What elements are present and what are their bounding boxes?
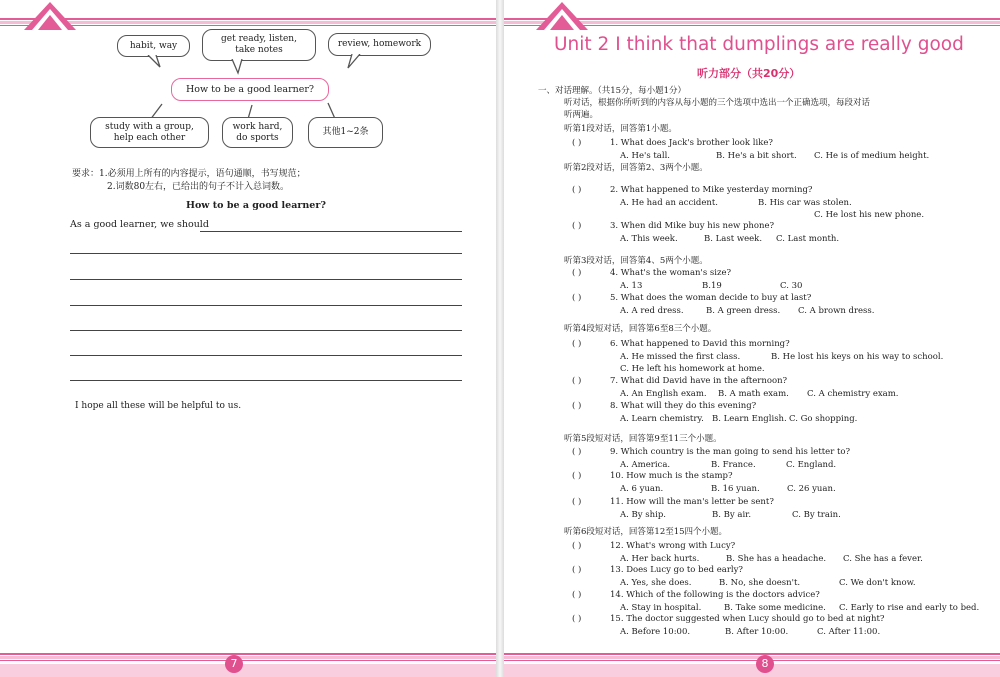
- section-header: 一、对话理解。（共15分，每小题1分）: [538, 86, 686, 96]
- essay-opening-sentence: As a good learner, we should: [70, 219, 209, 230]
- unit-title: Unit 2 I think that dumplings are really good: [554, 34, 964, 55]
- page-number: 8: [756, 655, 774, 673]
- question-text: 5. What does the woman decide to buy at last?: [610, 293, 812, 303]
- group-header: 听第2段对话，回答第2、3两个小题。: [564, 163, 708, 173]
- bubble-review: [328, 33, 431, 56]
- question-text: 10. How much is the stamp?: [610, 471, 733, 481]
- writing-line[interactable]: [70, 279, 462, 280]
- footer-stripes: [504, 651, 1000, 663]
- option-a[interactable]: A. He had an accident.: [620, 198, 718, 208]
- answer-blank[interactable]: ( ): [572, 614, 582, 624]
- option-a[interactable]: A. 6 yuan.: [620, 484, 664, 494]
- question-text: 7. What did David have in the afternoon?: [610, 376, 788, 386]
- question-text: 1. What does Jack's brother look like?: [610, 138, 773, 148]
- option-b[interactable]: B. Take some medicine.: [724, 603, 826, 613]
- option-a[interactable]: A. He's tall.: [620, 151, 671, 161]
- group-header: 听第1段对话，回答第1小题。: [564, 124, 677, 134]
- option-c[interactable]: C. He left his homework at home.: [620, 364, 765, 374]
- answer-blank[interactable]: ( ): [572, 293, 582, 303]
- bubble-habit-way: [117, 35, 190, 57]
- group-header: 听第6段短对话，回答第12至15四个小题。: [564, 527, 728, 537]
- writing-line[interactable]: [70, 355, 462, 356]
- answer-blank[interactable]: ( ): [572, 339, 582, 349]
- question-text: 14. Which of the following is the doctors advice?: [610, 590, 820, 600]
- center-topic-text: How to be a good learner?: [186, 84, 314, 95]
- option-b[interactable]: B. No, she doesn't.: [719, 578, 801, 588]
- option-b[interactable]: B. By air.: [712, 510, 752, 520]
- left-page: [0, 0, 496, 677]
- option-a[interactable]: A. Before 10:00.: [620, 627, 691, 637]
- option-c[interactable]: C. She has a fever.: [843, 554, 923, 564]
- writing-line[interactable]: [70, 253, 462, 254]
- requirement-line-1: 要求：1.必须用上所有的内容提示，语句通顺，书写规范；: [72, 169, 306, 179]
- bubble-work-hard: [222, 117, 293, 148]
- bubble-text: take notes: [235, 45, 283, 55]
- option-a[interactable]: A. A red dress.: [620, 306, 684, 316]
- option-a[interactable]: A. This week.: [620, 234, 678, 244]
- question-text: 11. How will the man's letter be sent?: [610, 497, 774, 507]
- option-a[interactable]: A. America.: [620, 460, 671, 470]
- footer-band: [504, 664, 1000, 677]
- option-c[interactable]: C. A chemistry exam.: [807, 389, 899, 399]
- book-gutter: [496, 0, 504, 677]
- right-page: [504, 0, 1000, 677]
- option-c[interactable]: C. Go shopping.: [789, 414, 858, 424]
- header-triangle-ornament: [22, 0, 78, 30]
- group-header: 听第5段短对话，回答第9至11三个小题。: [564, 434, 722, 444]
- bubble-text: help each other: [113, 132, 186, 143]
- option-b[interactable]: B. Learn English.: [712, 414, 787, 424]
- writing-line[interactable]: [70, 330, 462, 331]
- question-text: 9. Which country is the man going to send his letter to?: [610, 447, 851, 457]
- bubble-tail: [230, 59, 246, 75]
- question-text: 15. The doctor suggested when Lucy should go to bed at night?: [610, 614, 885, 624]
- option-a[interactable]: A. Stay in hospital.: [620, 603, 702, 613]
- group-header: 听第3段对话，回答第4、5两个小题。: [564, 256, 708, 266]
- writing-line[interactable]: [70, 380, 462, 381]
- option-a[interactable]: A. Her back hurts.: [620, 554, 700, 564]
- bubble-text: do sports: [236, 132, 279, 143]
- option-b[interactable]: B. His car was stolen.: [758, 198, 852, 208]
- option-c[interactable]: C. He lost his new phone.: [814, 210, 925, 220]
- writing-line[interactable]: [200, 231, 462, 232]
- option-c[interactable]: C. We don't know.: [839, 578, 916, 588]
- instruction-line-2: 听两遍。: [564, 110, 599, 120]
- question-text: 12. What's wrong with Lucy?: [610, 541, 736, 551]
- bubble-text: 其他1~2条: [322, 127, 369, 137]
- requirement-line-2: 2.词数80左右，已给出的句子不计入总词数。: [107, 182, 290, 192]
- bubble-other: [308, 117, 383, 148]
- option-c[interactable]: C. A brown dress.: [798, 306, 875, 316]
- option-b[interactable]: B. 16 yuan.: [711, 484, 760, 494]
- option-b[interactable]: B. A math exam.: [718, 389, 789, 399]
- option-c[interactable]: C. 26 yuan.: [787, 484, 836, 494]
- option-b[interactable]: B. Last week.: [704, 234, 763, 244]
- option-a[interactable]: A. 13: [620, 281, 643, 291]
- bubble-tail: [146, 55, 164, 69]
- essay-closing-sentence: I hope all these will be helpful to us.: [75, 401, 242, 411]
- answer-blank[interactable]: ( ): [572, 565, 582, 575]
- header-triangle-ornament: [534, 0, 590, 30]
- bubble-tail: [346, 54, 364, 70]
- answer-blank[interactable]: ( ): [572, 185, 582, 195]
- option-c[interactable]: C. England.: [786, 460, 837, 470]
- option-c[interactable]: C. Early to rise and early to bed.: [839, 603, 980, 613]
- bubble-text: habit, way: [129, 40, 178, 51]
- answer-blank[interactable]: ( ): [572, 221, 582, 231]
- option-c[interactable]: C. After 11:00.: [817, 627, 881, 637]
- option-b[interactable]: B. After 10:00.: [725, 627, 789, 637]
- option-a[interactable]: A. Learn chemistry.: [620, 414, 704, 424]
- footer-stripes: [0, 651, 496, 663]
- question-text: 2. What happened to Mike yesterday morning?: [610, 185, 813, 195]
- answer-blank[interactable]: ( ): [572, 138, 582, 148]
- group-header: 听第4段短对话，回答第6至8三个小题。: [564, 324, 717, 334]
- option-a[interactable]: A. He missed the first class.: [620, 352, 741, 362]
- question-text: 3. When did Mike buy his new phone?: [610, 221, 775, 231]
- bubble-study: [90, 117, 209, 148]
- bubble-text: review, homework: [337, 39, 422, 49]
- option-b[interactable]: B. He's a bit short.: [716, 151, 797, 161]
- option-a[interactable]: A. Yes, she does.: [620, 578, 692, 588]
- option-a[interactable]: A. By ship.: [620, 510, 666, 520]
- writing-line[interactable]: [70, 305, 462, 306]
- option-b[interactable]: B.19: [702, 281, 722, 291]
- bubble-get-ready: [202, 29, 316, 61]
- option-b[interactable]: B. A green dress.: [706, 306, 781, 316]
- answer-blank[interactable]: ( ): [572, 447, 582, 457]
- question-text: 8. What will they do this evening?: [610, 401, 757, 411]
- answer-blank[interactable]: ( ): [572, 497, 582, 507]
- answer-blank[interactable]: ( ): [572, 401, 582, 411]
- section-subtitle: 听力部分（共20分）: [697, 67, 801, 80]
- essay-title: How to be a good learner?: [186, 200, 326, 211]
- question-text: 13. Does Lucy go to bed early?: [610, 565, 743, 575]
- option-b[interactable]: B. She has a headache.: [726, 554, 827, 564]
- option-c[interactable]: C. Last month.: [776, 234, 840, 244]
- option-b[interactable]: B. France.: [711, 460, 756, 470]
- option-b[interactable]: B. He lost his keys on his way to school.: [771, 352, 944, 362]
- question-text: 4. What's the woman's size?: [610, 268, 732, 278]
- bubble-text: get ready, listen,: [221, 34, 297, 44]
- answer-blank[interactable]: ( ): [572, 590, 582, 600]
- option-c[interactable]: C. He is of medium height.: [814, 151, 930, 161]
- question-text: 6. What happened to David this morning?: [610, 339, 790, 349]
- answer-blank[interactable]: ( ): [572, 376, 582, 386]
- answer-blank[interactable]: ( ): [572, 268, 582, 278]
- option-a[interactable]: A. An English exam.: [620, 389, 707, 399]
- footer-band: [0, 664, 496, 677]
- page-number: 7: [225, 655, 243, 673]
- option-c[interactable]: C. 30: [780, 281, 803, 291]
- answer-blank[interactable]: ( ): [572, 541, 582, 551]
- instruction-line-1: 听对话，根据你所听到的内容从每小题的三个选项中选出一个正确选项，每段对话: [564, 98, 871, 108]
- answer-blank[interactable]: ( ): [572, 471, 582, 481]
- bubble-text: study with a group,: [105, 121, 194, 132]
- bubble-text: work hard,: [232, 121, 283, 132]
- center-topic-box: [171, 78, 329, 101]
- option-c[interactable]: C. By train.: [792, 510, 841, 520]
